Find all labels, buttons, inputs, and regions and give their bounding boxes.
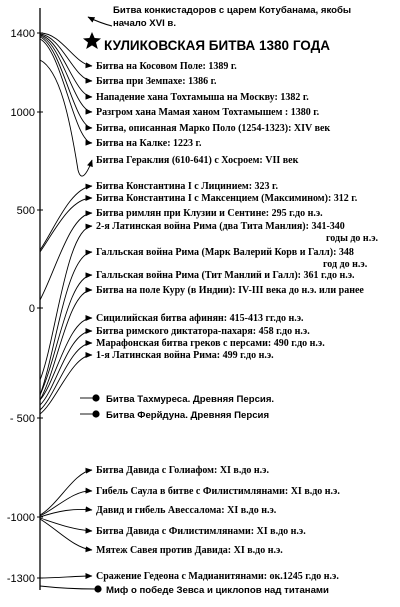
- event-label: Битва Давида с Филистимлянами: XI в.до н.э.: [96, 526, 306, 537]
- event-label: Битва Гераклия (610-641) с Хосроем: VII век: [96, 155, 299, 166]
- axis-tick-500: 500: [16, 205, 35, 217]
- tahmures-dot-icon: [92, 394, 99, 401]
- event-label: Разгром хана Мамая ханом Тохтамышем : 1380 г.: [96, 107, 320, 118]
- event-label: 1-я Латинская война Рима: 499 г.до н.э.: [96, 350, 274, 361]
- event-label: Битва при Земпахе: 1386 г.: [96, 76, 217, 87]
- event-label: Марафонская битва греков с персами: 490 г.до н.э.: [96, 338, 325, 349]
- axis-tick-1400: 1400: [10, 28, 35, 40]
- kulikovo-star-icon: [83, 32, 101, 49]
- event-label: год до н.э.: [323, 259, 368, 270]
- event-label: Мятеж Савея против Давида: XI в.до н.э.: [96, 545, 283, 556]
- axis-tick-1000: 1000: [10, 107, 35, 119]
- connector-lines: [40, 33, 96, 589]
- event-label: Битва римского диктатора-пахаря: 458 г.до н.э.: [96, 326, 310, 337]
- event-label: Битва на Косовом Поле: 1389 г.: [96, 61, 237, 72]
- event-label: Галльская война Рима (Марк Валерий Корв и Галл): 348: [96, 247, 354, 258]
- zeus-dot-icon: [94, 585, 101, 592]
- axis-tick-minus-1000: -1000: [6, 512, 35, 524]
- event-label: Галльская война Рима (Тит Манлий и Галл): 361 г.до н.э.: [96, 270, 355, 281]
- top-note-line2: начало XVI в.: [113, 18, 176, 29]
- axis-tick-0: 0: [28, 303, 35, 315]
- top-note-line1: Битва конкистадоров с царем Котубанама, якобы: [113, 5, 352, 16]
- event-label: 2-я Латинская война Рима (два Тита Манлия): 341-340: [96, 221, 345, 232]
- event-label: Битва Тахмуреса. Древняя Персия.: [106, 394, 275, 405]
- axis-tick-minus-1300: -1300: [6, 573, 35, 585]
- event-label: Битва римлян при Клузии и Сентине: 295 г.до н.э.: [96, 208, 323, 219]
- event-label: Битва на поле Куру (в Индии): IV-III века до н.э. или ранее: [96, 285, 364, 296]
- event-label: Сражение Гедеона с Мадианитянами: ок.1245 г.до н.э.: [96, 571, 339, 582]
- event-label: Битва на Калке: 1223 г.: [96, 138, 202, 149]
- axis-tick-minus-500: - 500: [9, 413, 35, 425]
- event-label: Битва Константина I с Лицинием: 323 г.: [96, 181, 278, 192]
- event-label: Гибель Саула в битве с Филистимлянами: XI в.до н.э.: [96, 486, 340, 497]
- event-label: Битва Константина I с Максенцием (Максимином): 312 г.: [96, 193, 358, 204]
- event-label: Давид и гибель Авессалома: XI в.до н.э.: [96, 505, 277, 516]
- event-label: Миф о победе Зевса и циклопов над титанами: [106, 585, 329, 596]
- feridun-dot-icon: [92, 410, 99, 417]
- event-label: Битва Давида с Голиафом: XI в.до н.э.: [96, 465, 269, 476]
- conquistador-arrow: [88, 17, 112, 26]
- event-label: Битва, описанная Марко Поло (1254-1323): XIV век: [96, 123, 331, 134]
- event-label: Сицилийская битва афинян: 415-413 гг.до н.э.: [96, 313, 304, 324]
- kulikovo-title: КУЛИКОВСКАЯ БИТВА 1380 ГОДА: [104, 38, 330, 53]
- event-label: Битва Ферйдуна. Древняя Персия: [106, 410, 270, 421]
- event-label: годы до н.э.: [326, 233, 379, 244]
- event-label: Нападение хана Тохтамыша на Москву: 1382 г.: [96, 92, 309, 103]
